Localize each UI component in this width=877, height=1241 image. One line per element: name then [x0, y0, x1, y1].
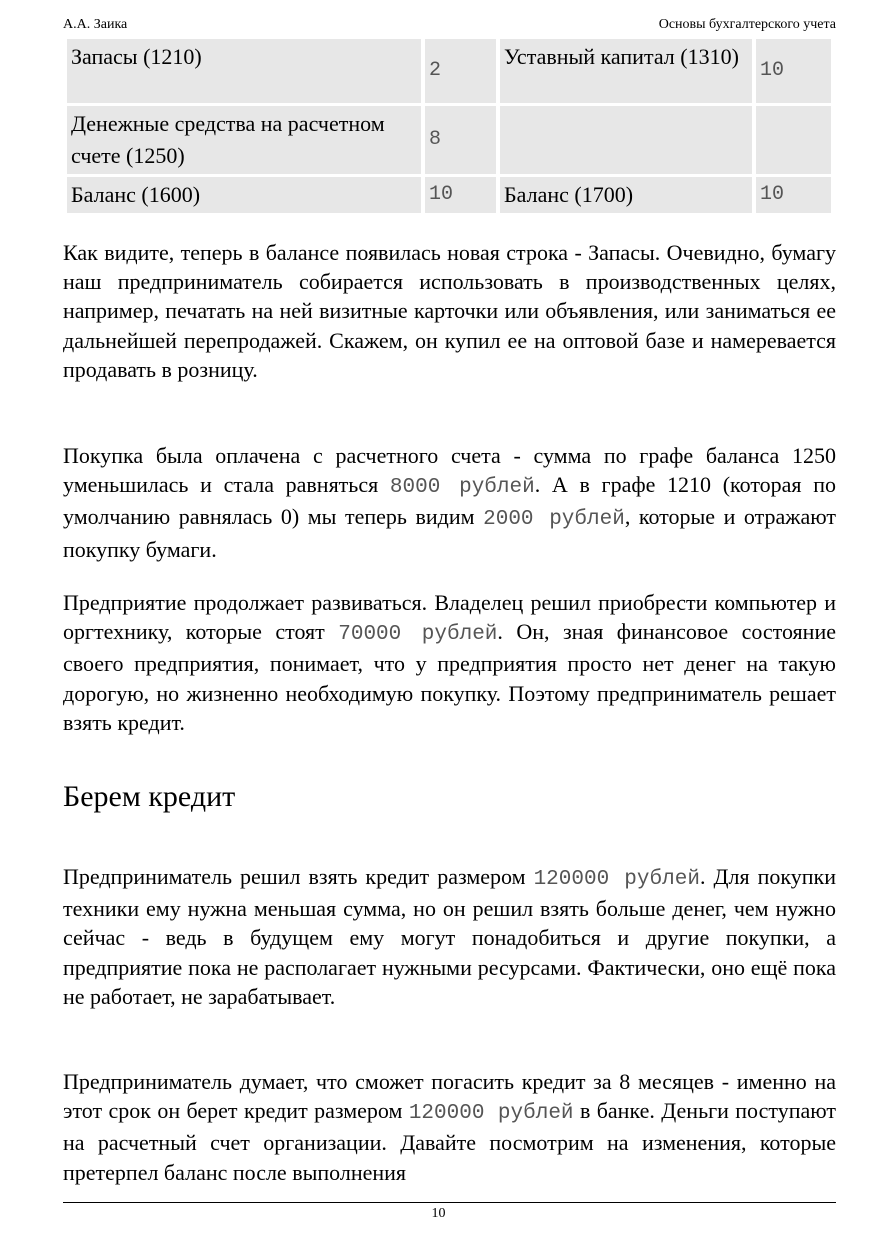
table-row	[67, 39, 831, 103]
amount: 2000 рублей	[483, 508, 625, 532]
amount: 8000 рублей	[389, 476, 535, 500]
paragraph-text: в банке. Деньги поступают на расчетный счет организации. Давайте посмотрим на изменения, которые претерпел баланс после выполнения	[63, 1098, 836, 1185]
asset-value-cell: 8	[425, 106, 496, 174]
paragraph-text: . Он, зная финансовое состояние своего предприятия, понимает, что у предприятия просто нет денег на такую дорогую, но жизненно необходимую покупку. Поэтому предприниматель решает взять кредит.	[63, 619, 836, 735]
asset-cell: Баланс (1600)	[67, 177, 421, 213]
page-header	[63, 17, 836, 33]
asset-cell: Запасы (1210)	[67, 39, 421, 103]
asset-value-cell: 2	[425, 39, 496, 103]
page-number: 10	[431, 1206, 446, 1221]
section-heading: Берем кредит	[63, 780, 236, 813]
header-author: А.А. Заика	[63, 17, 128, 32]
table-row	[67, 106, 831, 174]
paragraph-text: Предприятие продолжает развиваться. Владелец решил приобрести компьютер и оргтехнику, которые стоят	[63, 590, 836, 645]
liability-cell: Уставный капитал (1310)	[500, 39, 752, 103]
asset-value-cell: 10	[425, 177, 496, 213]
paragraph-text: . А в графе 1210 (которая по умолчанию равнялась 0) мы теперь видим	[63, 472, 837, 530]
header-book-title: Основы бухгалтерского учета	[658, 17, 836, 32]
amount: 70000 рублей	[338, 623, 498, 647]
paragraph-text: , которые и отражают покупку бумаги.	[63, 504, 837, 562]
liability-value-cell: 10	[756, 177, 831, 213]
paragraph-text: Предприниматель решил взять кредит размером	[63, 864, 534, 889]
amount: 120000 рублей	[408, 1102, 574, 1126]
liability-value-cell: 10	[756, 39, 831, 103]
liability-cell	[500, 106, 752, 174]
paragraph-purchase	[63, 441, 836, 564]
paragraph-text: . Для покупки техники ему нужна меньшая сумма, но он решил взять больше денег, чем нужно сейчас - ведь в будущем ему могут понадобиться и другие покупки, а предприятие пока не располагает нужными ресурсами. Фактически, оно ещё пока не работает, не зарабатывает.	[63, 864, 836, 1009]
paragraph-repayment	[63, 1067, 836, 1187]
liability-cell: Баланс (1700)	[500, 177, 752, 213]
amount: 120000 рублей	[533, 868, 700, 891]
paragraph-development	[63, 588, 836, 737]
footer-divider	[63, 1202, 836, 1203]
asset-cell: Денежные средства на расчетном счете (1250)	[67, 106, 421, 174]
liability-value-cell	[756, 106, 831, 174]
paragraph-text: Покупка была оплачена с расчетного счета - сумма по графе баланса 1250 уменьшилась и стала равняться	[63, 443, 836, 498]
balance-table	[63, 36, 835, 216]
table-row	[67, 177, 831, 213]
paragraph-inventory: Как видите, теперь в балансе появилась новая строка - Запасы. Очевидно, бумагу наш предприниматель собирается использовать в производственных целях, например, печатать на ней визитные карточки или объявления, или заниматься ее дальнейшей перепродажей. Скажем, он купил ее на оптовой базе и намеревается продавать в розницу.	[63, 240, 836, 382]
paragraph-credit	[63, 862, 836, 1011]
paragraph-text: Предприниматель думает, что сможет погасить кредит за 8 месяцев - именно на этот срок он берет кредит размером	[63, 1069, 836, 1124]
